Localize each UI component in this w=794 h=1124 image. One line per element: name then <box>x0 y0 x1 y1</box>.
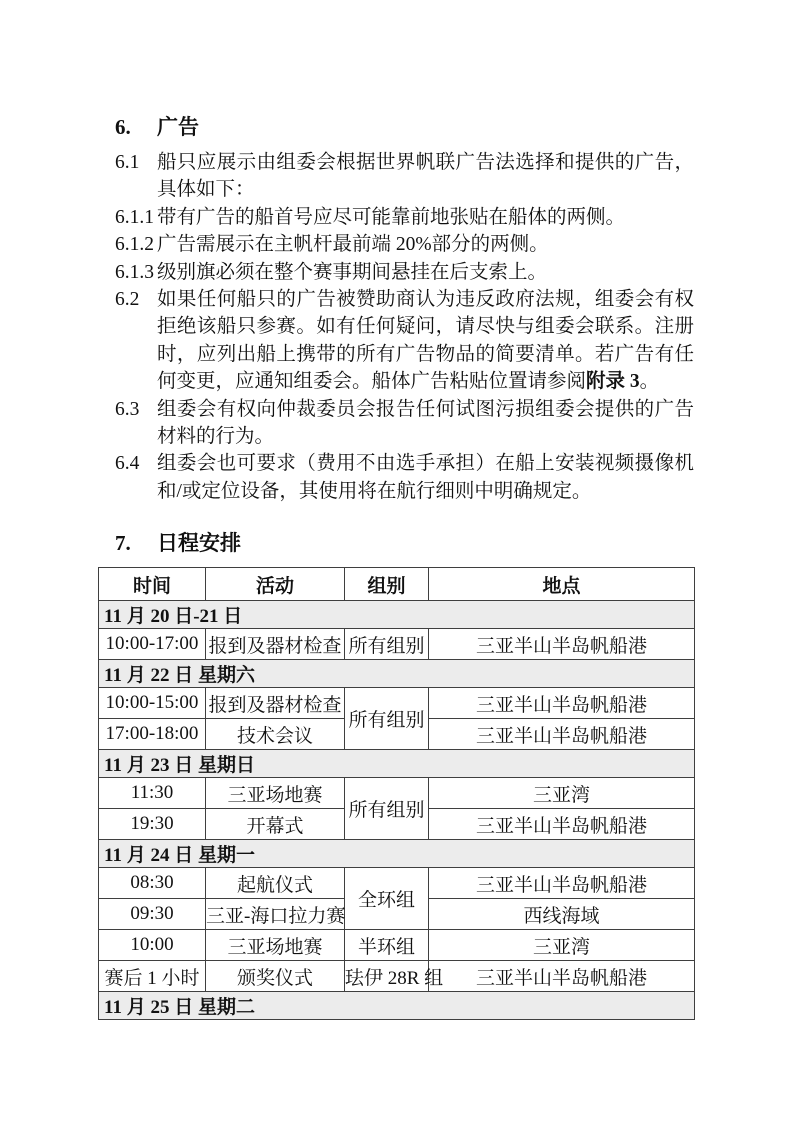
table-row <box>99 930 695 961</box>
cell-location: 三亚半山半岛帆船港 <box>429 809 695 840</box>
clause-number: 6.1.3 <box>115 261 154 283</box>
cell-location: 三亚半山半岛帆船港 <box>429 719 695 750</box>
date-label: 11 月 25 日 星期二 <box>99 992 695 1020</box>
clause-6-4 <box>98 450 694 505</box>
date-row-nov24 <box>99 840 695 868</box>
cell-activity: 三亚场地赛 <box>206 930 345 961</box>
cell-time: 17:00-18:00 <box>99 719 206 750</box>
document-page <box>98 112 694 1020</box>
clause-number: 6.1.2 <box>115 234 154 256</box>
cell-time: 08:30 <box>99 868 206 899</box>
cell-group: 珐伊 28R 组 <box>345 961 429 992</box>
col-header-activity: 活动 <box>206 568 345 601</box>
table-header-row <box>99 568 695 601</box>
col-header-group: 组别 <box>345 568 429 601</box>
cell-location: 西线海域 <box>429 899 695 930</box>
cell-location: 三亚湾 <box>429 778 695 809</box>
clause-text: 带有广告的船首号应尽可能靠前地张贴在船体的两侧。 <box>157 206 626 228</box>
cell-location: 三亚半山半岛帆船港 <box>429 629 695 660</box>
cell-activity: 起航仪式 <box>206 868 345 899</box>
clause-6-1 <box>98 149 694 204</box>
table-row <box>99 868 695 899</box>
cell-location: 三亚半山半岛帆船港 <box>429 688 695 719</box>
clause-6-1-3 <box>98 259 694 286</box>
cell-time: 19:30 <box>99 809 206 840</box>
clause-text-tail: 。 <box>639 371 660 393</box>
clause-6-1-2 <box>98 231 694 258</box>
table-row <box>99 688 695 719</box>
date-label: 11 月 20 日-21 日 <box>99 601 695 629</box>
cell-group: 所有组别 <box>345 629 429 660</box>
col-header-location: 地点 <box>429 568 695 601</box>
clause-number: 6.1.1 <box>115 206 154 228</box>
section-6-heading <box>98 112 694 142</box>
cell-activity: 技术会议 <box>206 719 345 750</box>
col-header-time: 时间 <box>99 568 206 601</box>
cell-activity: 开幕式 <box>206 809 345 840</box>
cell-group-merged: 所有组别 <box>345 778 429 840</box>
cell-time: 10:00 <box>99 930 206 961</box>
clause-number: 6.4 <box>115 453 140 475</box>
cell-activity: 报到及器材检查 <box>206 688 345 719</box>
table-row <box>99 961 695 992</box>
section-6-title: 广告 <box>157 115 199 139</box>
clause-text-main: 如果任何船只的广告被赞助商认为违反政府法规，组委会有权拒绝该船只参赛。如有任何疑问，请尽快与组委会联系。注册时，应列出船上携带的所有广告物品的简要清单。若广告有任何变更，应通知组委会。船体广告粘贴位置请参阅 <box>157 289 694 393</box>
clause-text: 组委会有权向仲裁委员会报告任何试图污损组委会提供的广告材料的行为。 <box>157 398 694 448</box>
cell-time: 10:00-15:00 <box>99 688 206 719</box>
clause-text <box>157 286 694 396</box>
clause-text: 组委会也可要求（费用不由选手承担）在船上安装视频摄像机和/或定位设备，其使用将在航行细则中明确规定。 <box>157 453 694 502</box>
clause-number: 6.3 <box>115 398 140 420</box>
cell-activity: 三亚场地赛 <box>206 778 345 809</box>
clause-text: 广告需展示在主帆杆最前端 20%部分的两侧。 <box>157 234 549 256</box>
cell-time: 11:30 <box>99 778 206 809</box>
clause-text: 船只应展示由组委会根据世界帆联广告法选择和提供的广告，具体如下： <box>157 152 694 201</box>
date-row-nov20-21 <box>99 601 695 629</box>
section-7-title: 日程安排 <box>157 531 241 556</box>
date-row-nov25 <box>99 992 695 1020</box>
cell-group-merged: 全环组 <box>345 868 429 930</box>
clause-number: 6.1 <box>115 152 140 173</box>
clause-number: 6.2 <box>115 289 140 311</box>
table-row <box>99 629 695 660</box>
cell-location: 三亚湾 <box>429 930 695 961</box>
date-row-nov23 <box>99 750 695 778</box>
cell-location: 三亚半山半岛帆船港 <box>429 868 695 899</box>
date-label: 11 月 23 日 星期日 <box>99 750 695 778</box>
section-7-number: 7. <box>115 531 131 556</box>
cell-time: 赛后 1 小时 <box>99 961 206 992</box>
clause-text: 级别旗必须在整个赛事期间悬挂在后支索上。 <box>157 261 548 283</box>
section-7-heading <box>98 528 694 558</box>
date-label: 11 月 24 日 星期一 <box>99 840 695 868</box>
clause-6-1-1 <box>98 204 694 231</box>
date-label: 11 月 22 日 星期六 <box>99 660 695 688</box>
schedule-table <box>98 567 695 1020</box>
cell-location: 三亚半山半岛帆船港 <box>429 961 695 992</box>
cell-time: 10:00-17:00 <box>99 629 206 660</box>
clause-6-3 <box>98 396 694 451</box>
cell-activity: 颁奖仪式 <box>206 961 345 992</box>
appendix-3-reference: 附录 3 <box>586 371 640 393</box>
cell-time: 09:30 <box>99 899 206 930</box>
clause-6-2 <box>98 286 694 396</box>
section-6-number: 6. <box>115 115 131 139</box>
cell-activity: 三亚-海口拉力赛 <box>206 899 345 930</box>
cell-group: 半环组 <box>345 930 429 961</box>
date-row-nov22 <box>99 660 695 688</box>
cell-activity: 报到及器材检查 <box>206 629 345 660</box>
table-row <box>99 778 695 809</box>
cell-group-merged: 所有组别 <box>345 688 429 750</box>
